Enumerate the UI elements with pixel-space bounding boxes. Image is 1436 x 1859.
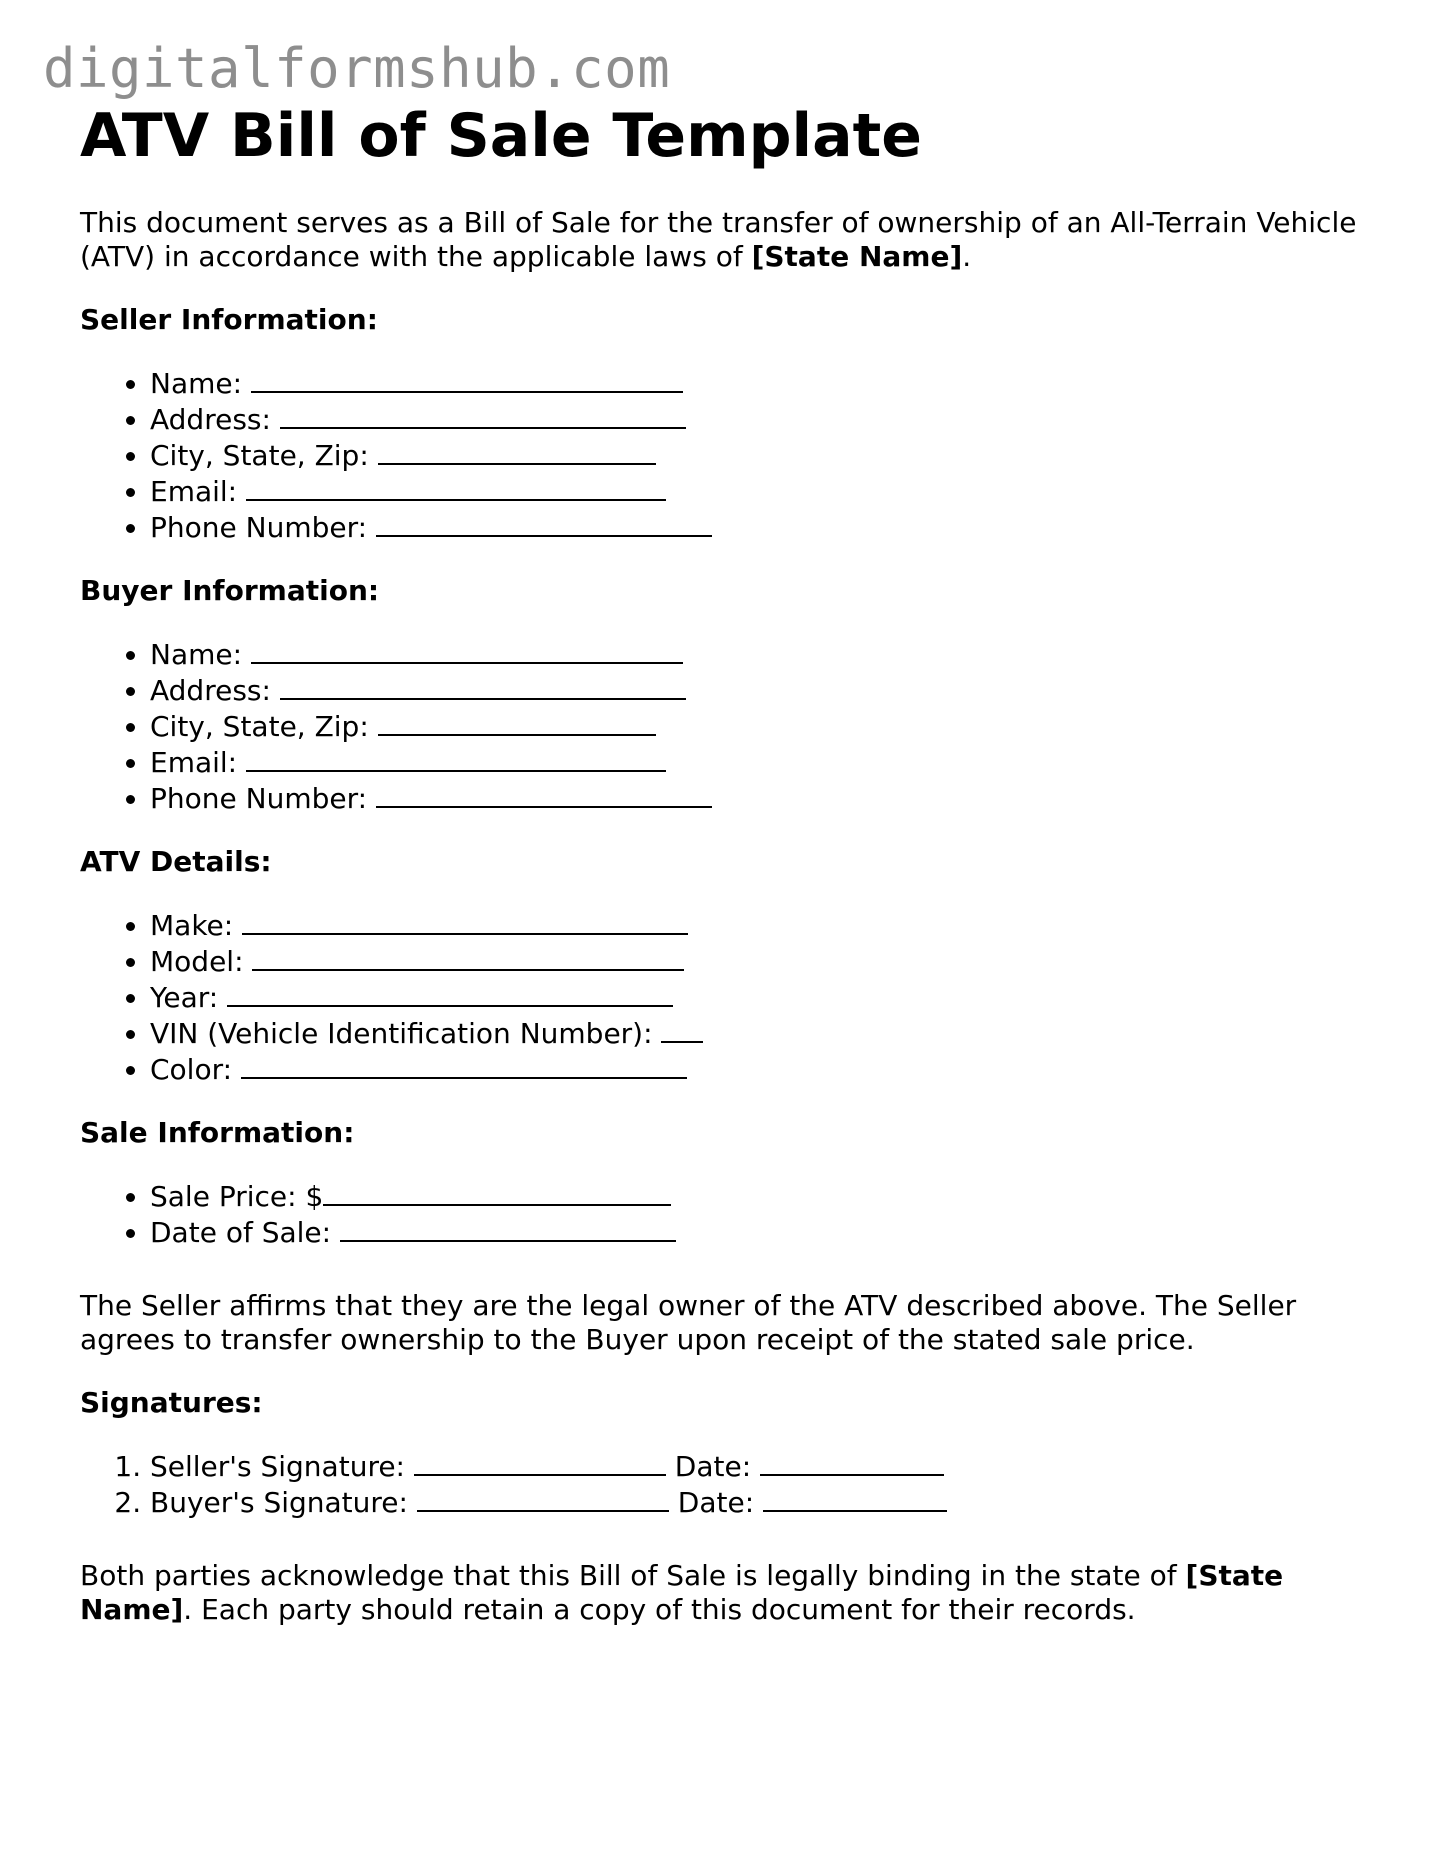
watermark: digitalformshub.com [43,37,671,100]
intro-paragraph [80,206,1370,274]
field-label: Sale Price: $ [150,1180,324,1213]
seller-phone-blank[interactable] [376,509,712,537]
seller-signature-line [150,1448,1370,1484]
seller-date-blank[interactable] [760,1448,944,1476]
buyer-name-field [150,636,1370,672]
field-label: Year: [150,981,228,1014]
seller-city-state-zip-field [150,437,1370,473]
buyer-address-field [150,672,1370,708]
closing-text: Both parties acknowledge that this Bill of Sale is legally binding in the state of [80,1559,1186,1592]
sale-date-blank[interactable] [340,1214,676,1242]
closing-text-end: . Each party should retain a copy of this document for their records. [183,1593,1136,1626]
field-label: Seller's Signature: [150,1450,414,1483]
seller-email-blank[interactable] [246,473,666,501]
atv-color-field [150,1051,1370,1087]
intro-text: This document serves as a Bill of Sale for the transfer of ownership of an All-Terrain Vehicle (ATV) in accordance with the applicable laws of [80,206,1357,273]
buyer-city-state-zip-field [150,708,1370,744]
field-label: Buyer's Signature: [150,1486,417,1519]
document-body [80,100,1370,1627]
field-label: Name: [150,638,251,671]
sale-fields [80,1178,1370,1250]
seller-signature-blank[interactable] [414,1448,666,1476]
atv-model-blank[interactable] [252,943,684,971]
atv-color-blank[interactable] [241,1051,687,1079]
atv-heading: ATV Details: [80,845,272,878]
field-label: Address: [150,403,280,436]
sale-date-field [150,1214,1370,1250]
seller-name-field [150,365,1370,401]
date-label: Date: [665,1450,761,1483]
atv-year-blank[interactable] [227,979,673,1007]
intro-text-end: . [962,240,972,273]
field-label: Color: [150,1053,241,1086]
buyer-name-blank[interactable] [251,636,683,664]
sale-price-blank[interactable] [323,1178,671,1206]
field-label: Email: [150,746,247,779]
seller-email-field [150,473,1370,509]
seller-fields [80,365,1370,545]
buyer-address-blank[interactable] [280,672,686,700]
field-label: Make: [150,909,243,942]
atv-vin-field [150,1015,1370,1051]
field-label: Name: [150,367,251,400]
field-label: City, State, Zip: [150,439,378,472]
intro-state-placeholder: [State Name] [751,240,963,273]
field-label: Address: [150,674,280,707]
buyer-phone-field [150,780,1370,816]
buyer-signature-blank[interactable] [417,1484,669,1512]
buyer-fields [80,636,1370,816]
signatures-heading: Signatures: [80,1386,263,1419]
sale-price-field [150,1178,1370,1214]
atv-make-blank[interactable] [242,907,688,935]
seller-city-state-zip-blank[interactable] [378,437,656,465]
buyer-email-blank[interactable] [246,744,666,772]
sale-heading: Sale Information: [80,1116,355,1149]
buyer-heading: Buyer Information: [80,574,380,607]
signature-list [80,1448,1370,1520]
seller-address-blank[interactable] [280,401,686,429]
field-label: Date of Sale: [150,1216,340,1249]
field-label: City, State, Zip: [150,710,378,743]
field-label: VIN (Vehicle Identification Number): [150,1017,662,1050]
buyer-phone-blank[interactable] [376,780,712,808]
field-label: Email: [150,475,247,508]
buyer-email-field [150,744,1370,780]
atv-make-field [150,907,1370,943]
field-label: Phone Number: [150,782,376,815]
seller-phone-field [150,509,1370,545]
affirmation-paragraph: The Seller affirms that they are the legal owner of the ATV described above. The Seller agrees to transfer ownership to the Buyer upon receipt of the stated sale price. [80,1289,1297,1356]
atv-fields [80,907,1370,1087]
page-title: ATV Bill of Sale Template [80,101,922,171]
seller-address-field [150,401,1370,437]
buyer-signature-line [150,1484,1370,1520]
closing-state-placeholder: [State Name] [80,1559,1284,1626]
buyer-date-blank[interactable] [763,1484,947,1512]
field-label: Phone Number: [150,511,376,544]
atv-year-field [150,979,1370,1015]
buyer-city-state-zip-blank[interactable] [378,708,656,736]
field-label: Model: [150,945,253,978]
seller-name-blank[interactable] [251,365,683,393]
seller-heading: Seller Information: [80,303,378,336]
atv-model-field [150,943,1370,979]
date-label: Date: [668,1486,764,1519]
atv-vin-blank[interactable] [661,1015,703,1043]
closing-paragraph [80,1559,1370,1627]
